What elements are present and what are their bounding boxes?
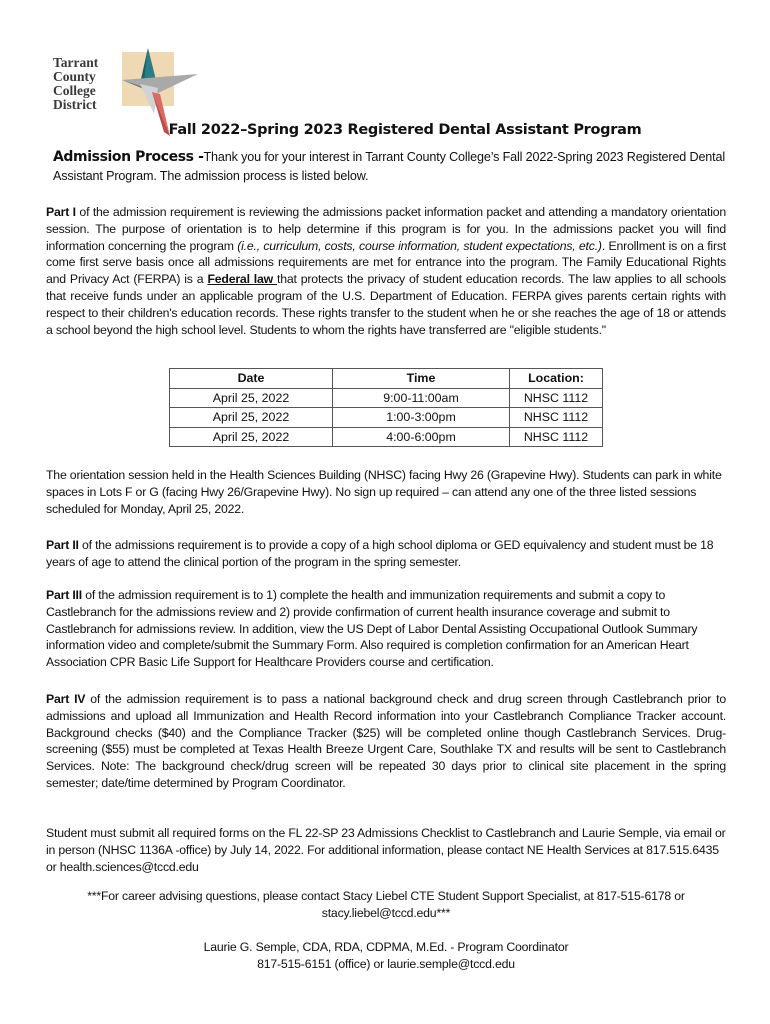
table-cell: April 25, 2022 [170,388,333,408]
part-text: . Enrollment is on a first come first serve basis once all admissions requirements are met for entrance into the program. The Family Educational Rights and Privacy Act (FERPA) is a [46,238,727,287]
career-advising-note: ***For career advising questions, please contact Stacy Liebel CTE Student Support Specialist, at 817-515-6178 or stacy.liebel@tccd.edu*** [87,889,685,920]
column-header: Date [170,369,333,389]
coordinator-name: Laurie G. Semple, CDA, RDA, CDPMA, M.Ed. - Program Coordinator [203,940,569,954]
column-header: Time [333,369,510,389]
part-italic-text: (i.e., curriculum, costs, course information, student expectations, etc.) [237,238,602,253]
federal-law-link[interactable]: Federal law [207,272,278,287]
table-row [170,408,603,428]
table-cell: 9:00-11:00am [333,388,510,408]
part-2-paragraph [46,537,726,571]
table-cell: NHSC 1112 [510,388,603,408]
table-cell: NHSC 1112 [510,427,603,447]
table-cell: 1:00-3:00pm [333,408,510,428]
admission-intro [53,148,733,186]
part-text: of the admission requirement is to pass a national background check and drug screen through Castlebranch prior to admissions and upload all Immunization and Health Record information into your Castlebranch Compliance Tracker account. Background checks ($40) and the Compliance Tracker ($25) will be completed online though Castlebranch Services. Drug-screening ($55) must be completed at Texas Health Breeze Urgent Care, Southlake TX and results will be sent to Castlebranch Services. Note: The background check/drug screen will be repeated 30 days prior to clinical site placement in the spring semester; date/time determined by Program Coordinator. [46,692,726,790]
part-label: Part IV [46,692,86,706]
column-header: Location: [510,369,603,389]
logo-wordmark [53,56,98,112]
part-text: of the admission requirement is to 1) complete the health and immunization requirements and submit a copy to Castlebranch for the admissions review and 2) provide confirmation of current health insurance coverage and submit to Castlebranch for admissions review. In addition, view the US Dept of Labor Dental Assisting Occupational Outlook Summary information video and complete/submit the Summary Form. Also required is completion confirmation for an American Heart Association CPR Basic Life Support for Healthcare Providers course and certification. [46,588,698,670]
orientation-schedule-table [169,368,603,447]
part-text: of the admission requirement is reviewing the admissions packet information packet and attending a mandatory orientation session. The purpose of orientation is to help determine if this program is for you. In the admissions packet you will find information concerning the program [46,205,727,253]
table-header-row [170,369,603,389]
page-title: Fall 2022–Spring 2023 Registered Dental Assistant Program [168,122,642,138]
logo-line: Tarrant [53,55,99,70]
table-cell: NHSC 1112 [510,408,603,428]
part-4-paragraph [46,691,726,792]
table-row [170,427,603,447]
table-cell: April 25, 2022 [170,427,333,447]
part-text: that protects the privacy of student education records. The law applies to all schools that receive funds under an applicable program of the U.S. Department of Education. FERPA gives parents certain rights with respect to their children's education records. These rights transfer to the student when he or she reaches the age of 18 or attends a school beyond the high school level. Students to whom the rights have transferred are "eligible students." [46,272,726,337]
coordinator-contact [46,939,726,973]
table-row [170,388,603,408]
part-text: of the admissions requirement is to provide a copy of a high school diploma or GED equivalency and student must be 18 years of age to attend the clinical portion of the program in the spring semester. [46,538,714,569]
part-label: Part III [46,588,82,602]
table-cell: 4:00-6:00pm [333,427,510,447]
part-label: Part II [46,538,79,552]
coordinator-phone-email: 817-515-6151 (office) or laurie.semple@tccd.edu [257,956,515,971]
logo-line: County [53,69,96,84]
part-1-paragraph [46,204,726,338]
part-label: Part I [46,205,76,219]
logo-line: District [53,97,97,112]
part-3-paragraph [46,587,726,671]
table-cell: April 25, 2022 [170,408,333,428]
submission-note: Student must submit all required forms on the FL 22-SP 23 Admissions Checklist to Castlebranch and Laurie Semple, via email or in person (NHSC 1136A -office) by July 14, 2022. For additional information, please contact NE Health Services at 817.515.6435 or health.sciences@tccd.edu [46,826,726,874]
orientation-note: The orientation session held in the Health Sciences Building (NHSC) facing Hwy 26 (Grapevine Hwy). Students can park in white spaces in Lots F or G (facing Hwy 26/Grapevine Hwy). No sign up required – can attend any one of the three listed sessions scheduled for Monday, April 25, 2022. [46,468,722,516]
intro-lead: Admission Process - [53,149,204,165]
intro-text: Thank you for your interest in Tarrant County College’s Fall 2022-Spring 2023 Registered Dental Assistant Program. The admission process is listed below. [53,150,726,183]
logo-line: College [53,83,96,98]
